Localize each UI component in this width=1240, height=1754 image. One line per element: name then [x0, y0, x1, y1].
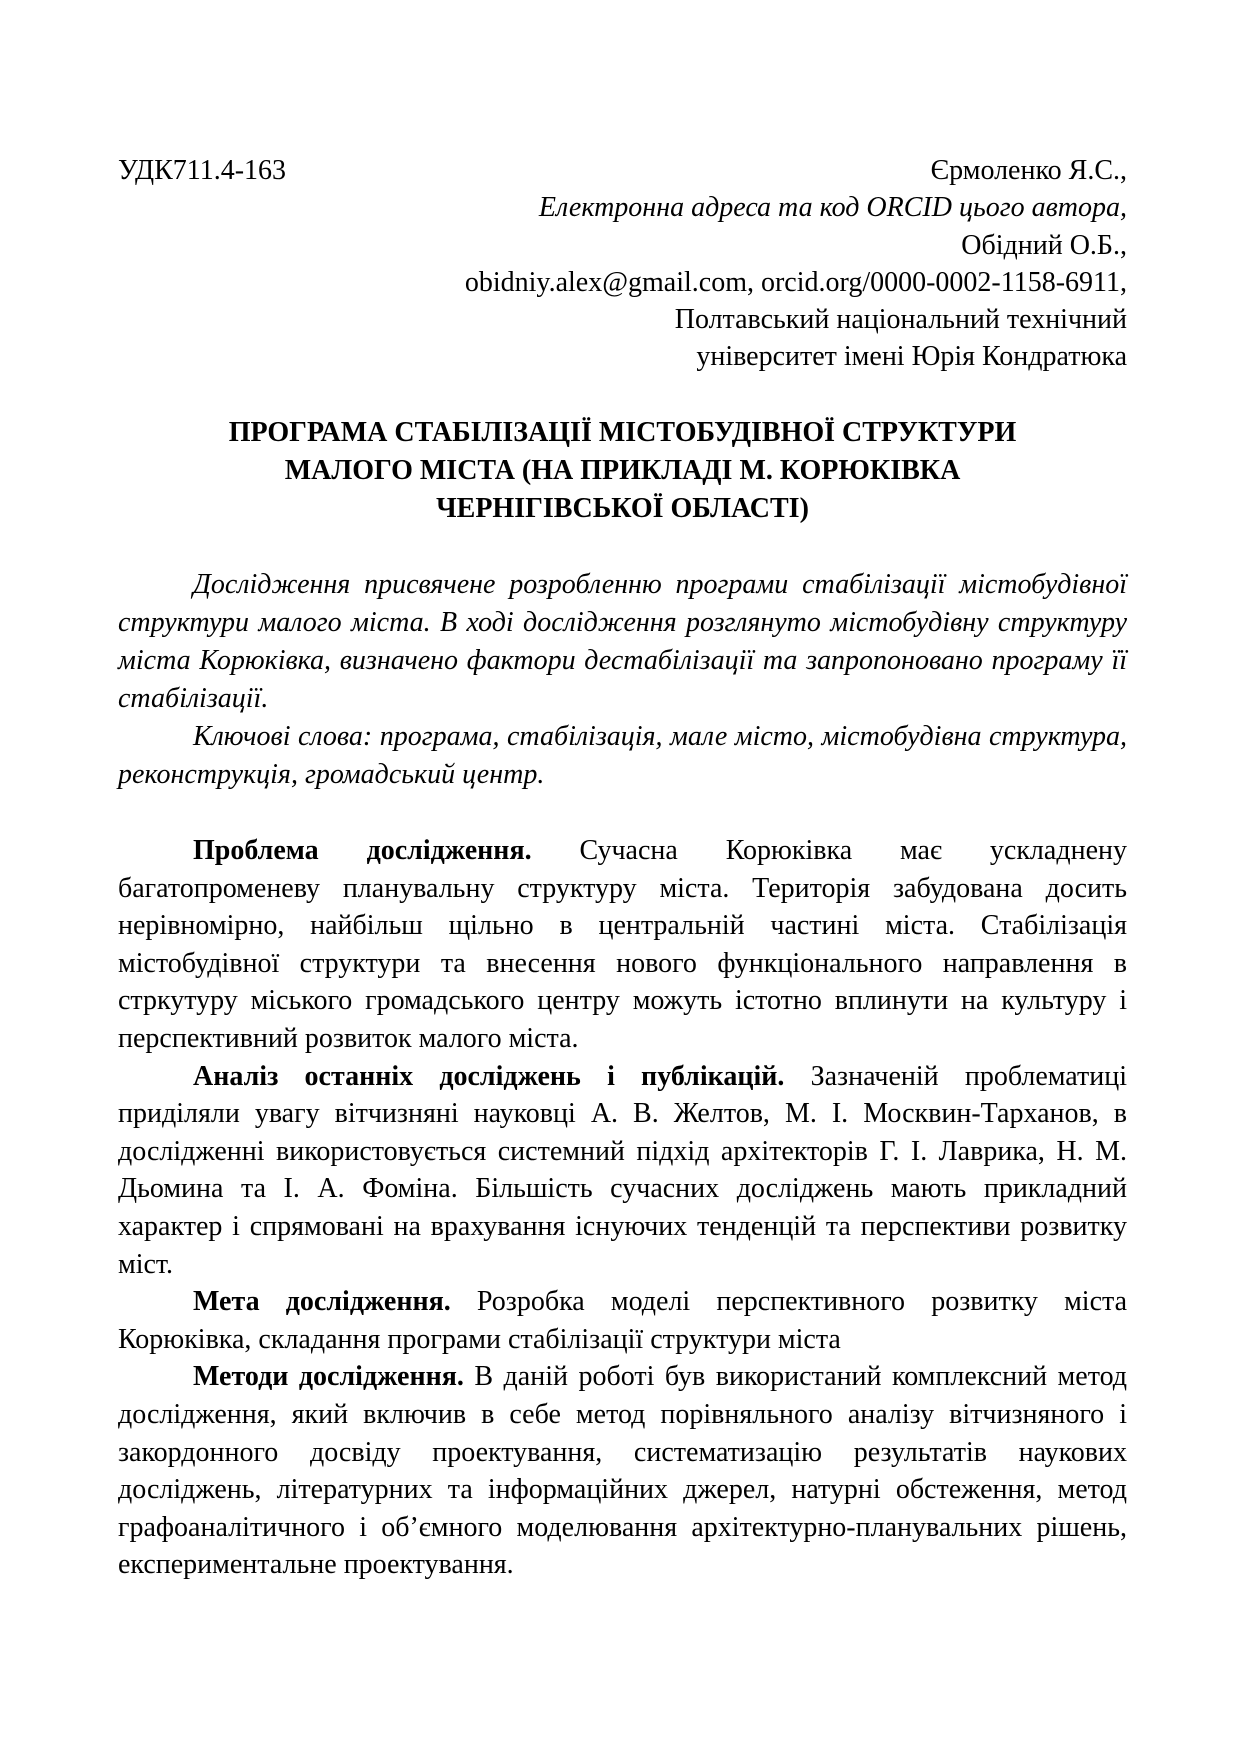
- paragraph-text: Зазначеній проблематиці приділяли увагу вітчизняні науковці А. В. Желтов, М. І. Москвин-Тарханов, в дослідженні використовується системний підхід архітекторів Г. І. Лаврика, Н. М. Дьомина та І. А. Фоміна. Більшість сучасних досліджень мають прикладний характер і спрямовані на врахування існуючих тенденцій та перспективи розвитку міст.: [118, 1060, 1127, 1280]
- paragraph-analysis: [118, 1058, 1127, 1284]
- abstract: [118, 566, 1127, 794]
- paragraph-heading: Проблема дослідження.: [193, 835, 532, 866]
- affiliation-line-1: Полтавський національний технічний: [674, 304, 1127, 336]
- author-2-name: Обідний О.Б.,: [961, 229, 1127, 261]
- paragraph-heading: Мета дослідження.: [193, 1286, 451, 1318]
- article-header: [118, 152, 1127, 376]
- paragraph-text: В даній роботі був використаний комплексний метод дослідження, який включив в себе метод порівняльного аналізу вітчизняного і закордонного досвіду проектування, систематизацію результатів наукових досліджень, літературних та інформаційних джерел, натурні обстеження, метод графоаналітичного і об’ємного моделювання архітектурно-планувальних рішень, експериментальне проектування.: [118, 1361, 1128, 1581]
- author-1-contact: Електронна адреса та код ORCID цього автора,: [538, 192, 1127, 224]
- paragraph-problem: [118, 832, 1127, 1058]
- author-2-contact: obidniy.alex@gmail.com, orcid.org/0000-0002-1158-6911,: [464, 266, 1127, 298]
- abstract-text: Дослідження присвячене розробленню програми стабілізації містобудівної структури малого міста. В ході дослідження розглянуто містобудівну структуру міста Корюківка, визначено фактори дестабілізації та запропоновано програму її стабілізації.: [118, 569, 1127, 714]
- paragraph-goal: [118, 1283, 1127, 1358]
- article-body: [118, 832, 1127, 1584]
- author-1-name: Єрмоленко Я.С.,: [930, 155, 1127, 186]
- title-line-2: МАЛОГО МІСТА (НА ПРИКЛАДІ М. КОРЮКІВКА: [284, 455, 961, 486]
- udc-code: УДК711.4-163: [118, 155, 287, 186]
- title-line-3: ЧЕРНІГІВСЬКОЇ ОБЛАСТІ): [436, 493, 809, 524]
- paragraph-text: Сучасна Корюківка має ускладнену багатопроменеву планувальну структуру міста. Територія забудована досить нерівномірно, найбільш щільно в центральній частині міста. Стабілізація містобудівної структури та внесення нового функціонального направлення в стркутуру міського громадського центру можуть істотно вплинути на культуру і перспективний розвиток малого міста.: [118, 835, 1127, 1054]
- title-line-1: ПРОГРАМА СТАБІЛІЗАЦІЇ МІСТОБУДІВНОЇ СТРУКТУРИ: [228, 417, 1017, 448]
- keywords: Ключові слова: програма, стабілізація, мале місто, містобудівна структура, реконструкція, громадський центр.: [118, 721, 1127, 790]
- paragraph-heading: Методи дослідження.: [193, 1361, 464, 1393]
- paragraph-methods: [118, 1358, 1127, 1584]
- article-title: [118, 414, 1127, 528]
- paragraph-text: Розробка моделі перспективного розвитку міста Корюківка, складання програми стабілізації структури міста: [118, 1286, 1128, 1355]
- paragraph-heading: Аналіз останніх досліджень і публікацій.: [193, 1060, 785, 1092]
- affiliation-line-2: університет імені Юрія Кондратюка: [696, 341, 1127, 373]
